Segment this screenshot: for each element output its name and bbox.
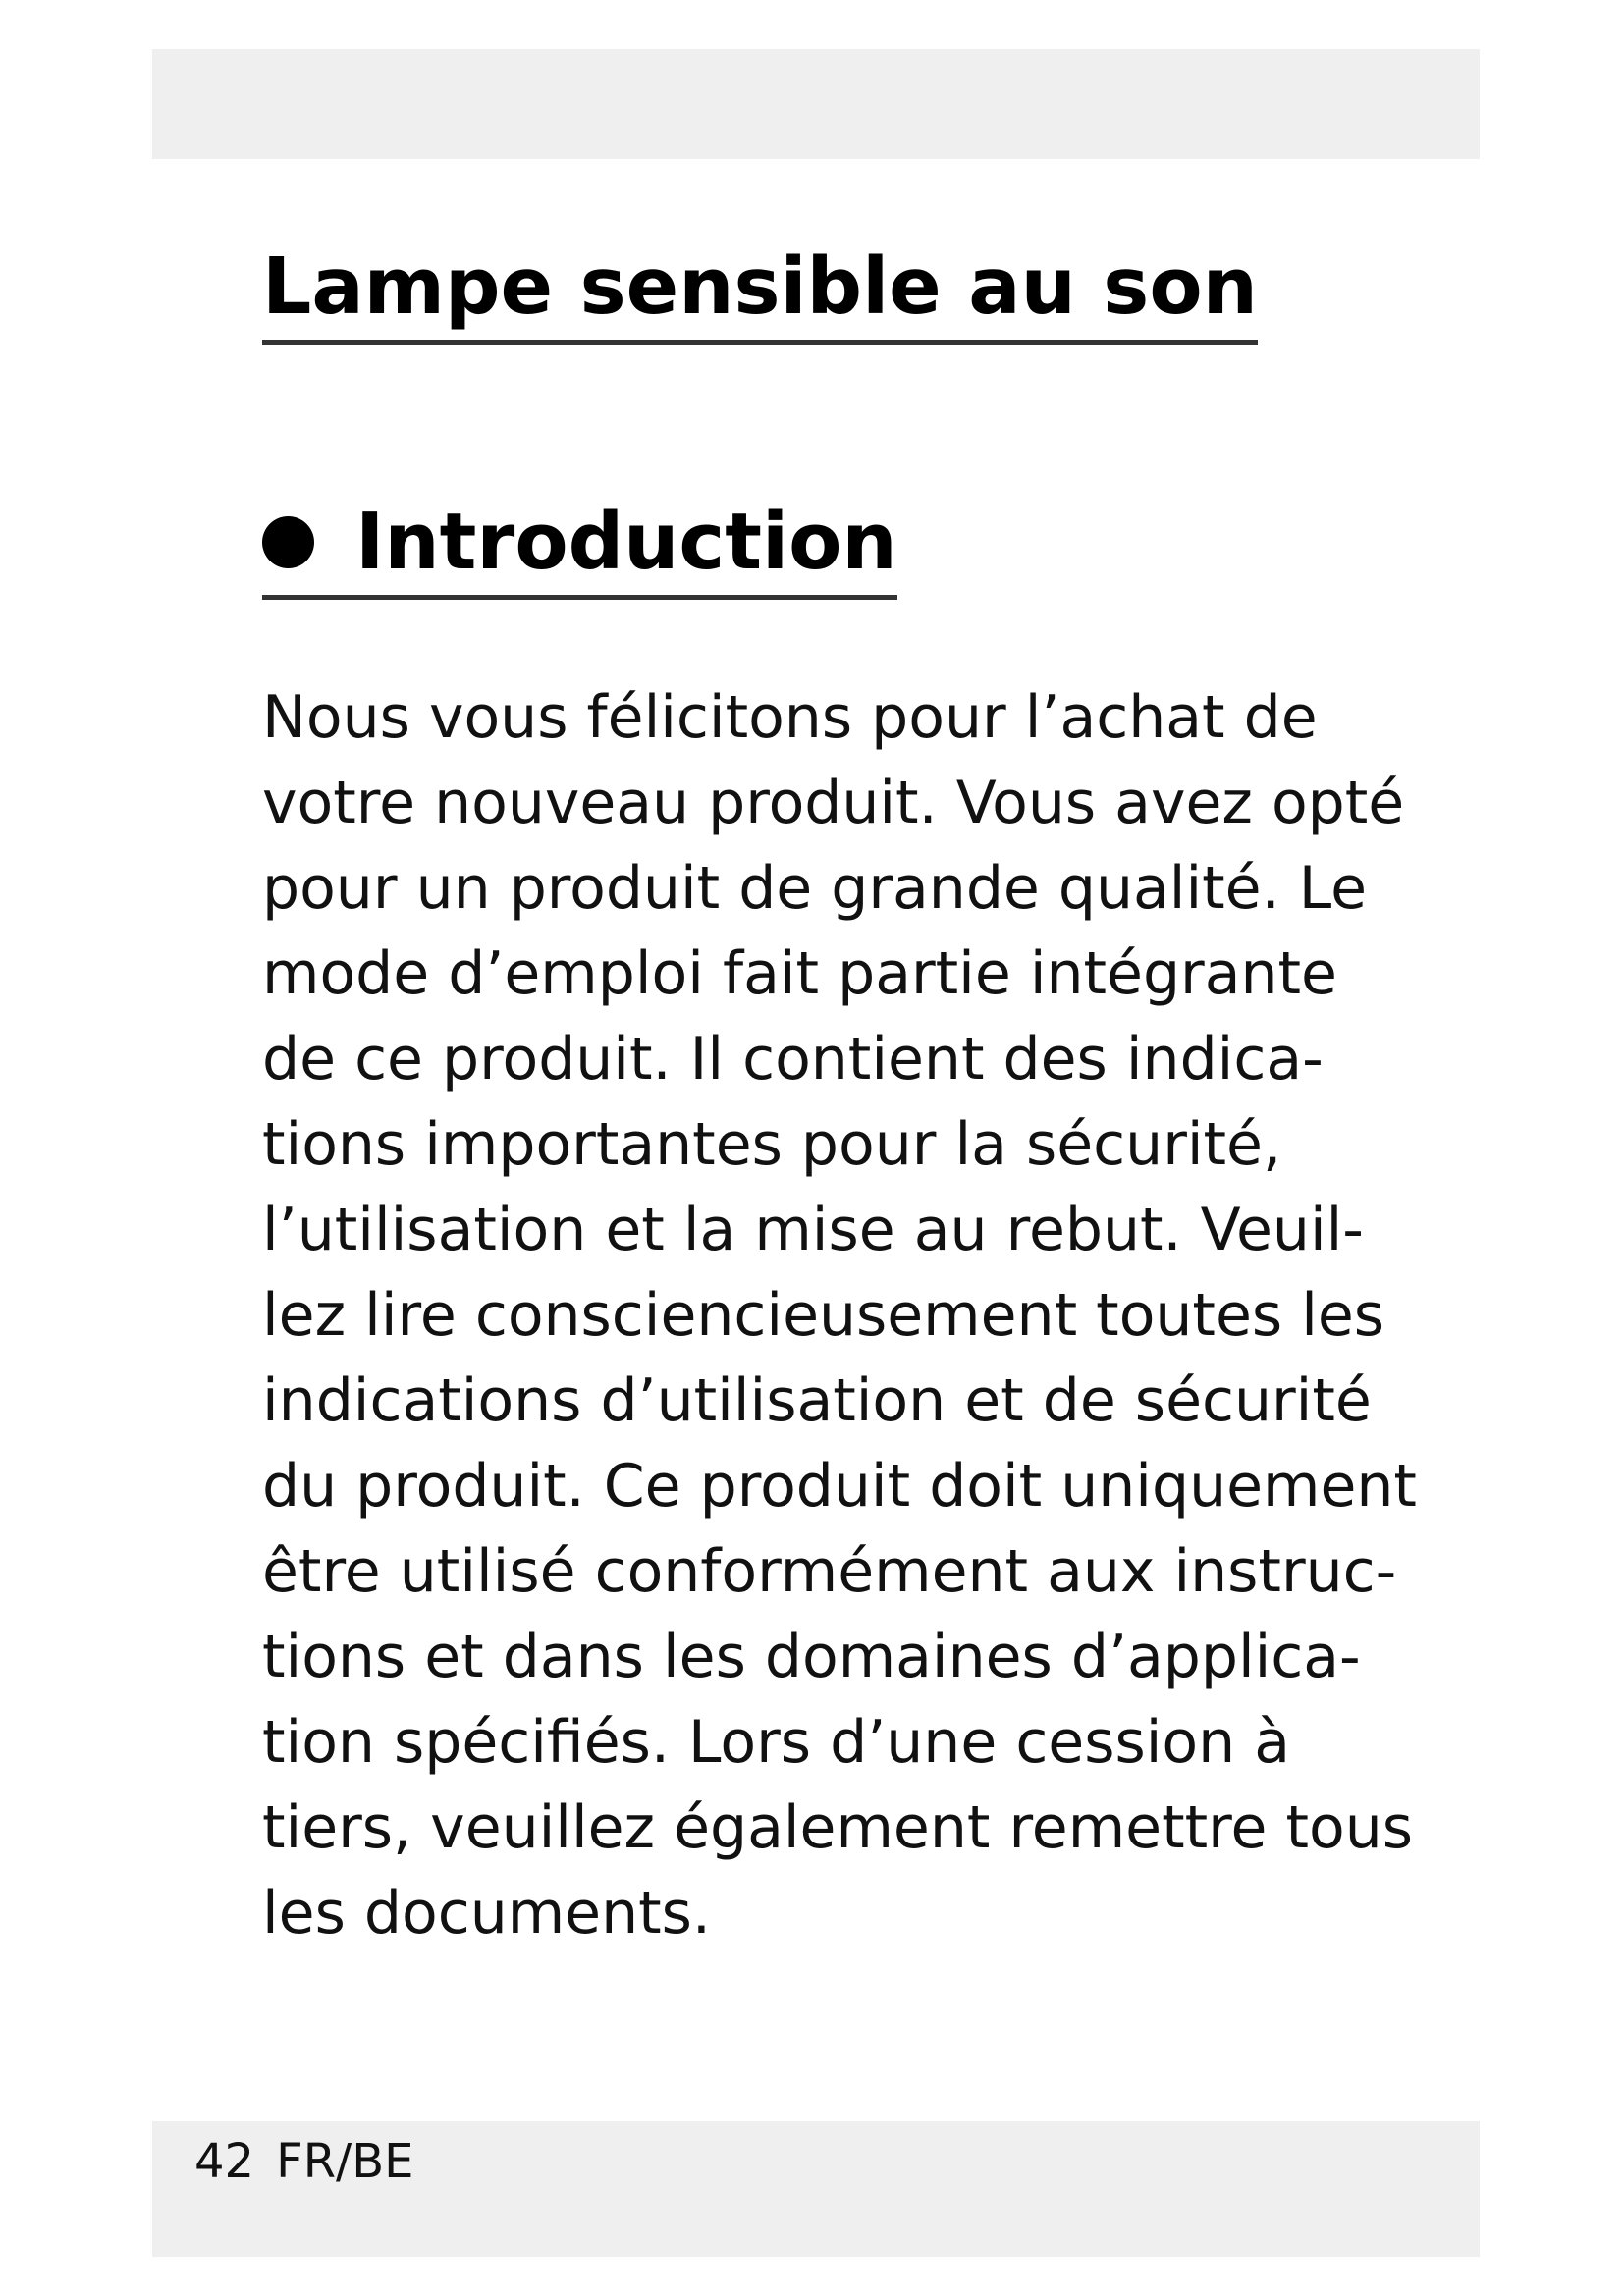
paragraph-line-15: les documents. — [262, 1879, 711, 1948]
paragraph-line-2: votre nouveau produit. Vous avez opté — [262, 769, 1405, 837]
paragraph-line-13: tion spécifiés. Lors d’une cession à — [262, 1708, 1290, 1777]
paragraph-line-14: tiers, veuillez également remettre tous — [262, 1793, 1413, 1862]
paragraph-line-5: de ce produit. Il contient des indica- — [262, 1025, 1324, 1094]
document-title: Lampe sensible au son — [262, 243, 1258, 345]
paragraph-line-8: lez lire consciencieusement toutes les — [262, 1281, 1385, 1350]
paragraph-line-9: indications d’utilisation et de sécurité — [262, 1366, 1372, 1435]
locale-label: FR/BE — [276, 2134, 414, 2189]
paragraph-line-12: tions et dans les domaines d’applica- — [262, 1623, 1361, 1691]
paragraph-line-11: être utilisé conformément aux instruc- — [262, 1537, 1397, 1606]
page-number: 42 — [194, 2134, 255, 2189]
introduction-paragraph — [262, 675, 1417, 1956]
paragraph-line-4: mode d’emploi fait partie intégrante — [262, 939, 1337, 1008]
paragraph-line-6: tions importantes pour la sécurité, — [262, 1110, 1282, 1179]
section-heading — [262, 499, 897, 600]
section-title: Introduction — [355, 497, 897, 587]
filled-circle-icon — [262, 516, 314, 568]
introduction-section-header — [262, 499, 949, 600]
paragraph-line-10: du produit. Ce produit doit uniquement — [262, 1452, 1417, 1521]
top-header-band — [152, 49, 1480, 159]
page-footer — [194, 2134, 414, 2189]
paragraph-line-7: l’utilisation et la mise au rebut. Veuil- — [262, 1196, 1364, 1264]
paragraph-line-1: Nous vous félicitons pour l’achat de — [262, 683, 1318, 752]
title-block — [262, 241, 1258, 345]
paragraph-line-3: pour un produit de grande qualité. Le — [262, 854, 1367, 923]
